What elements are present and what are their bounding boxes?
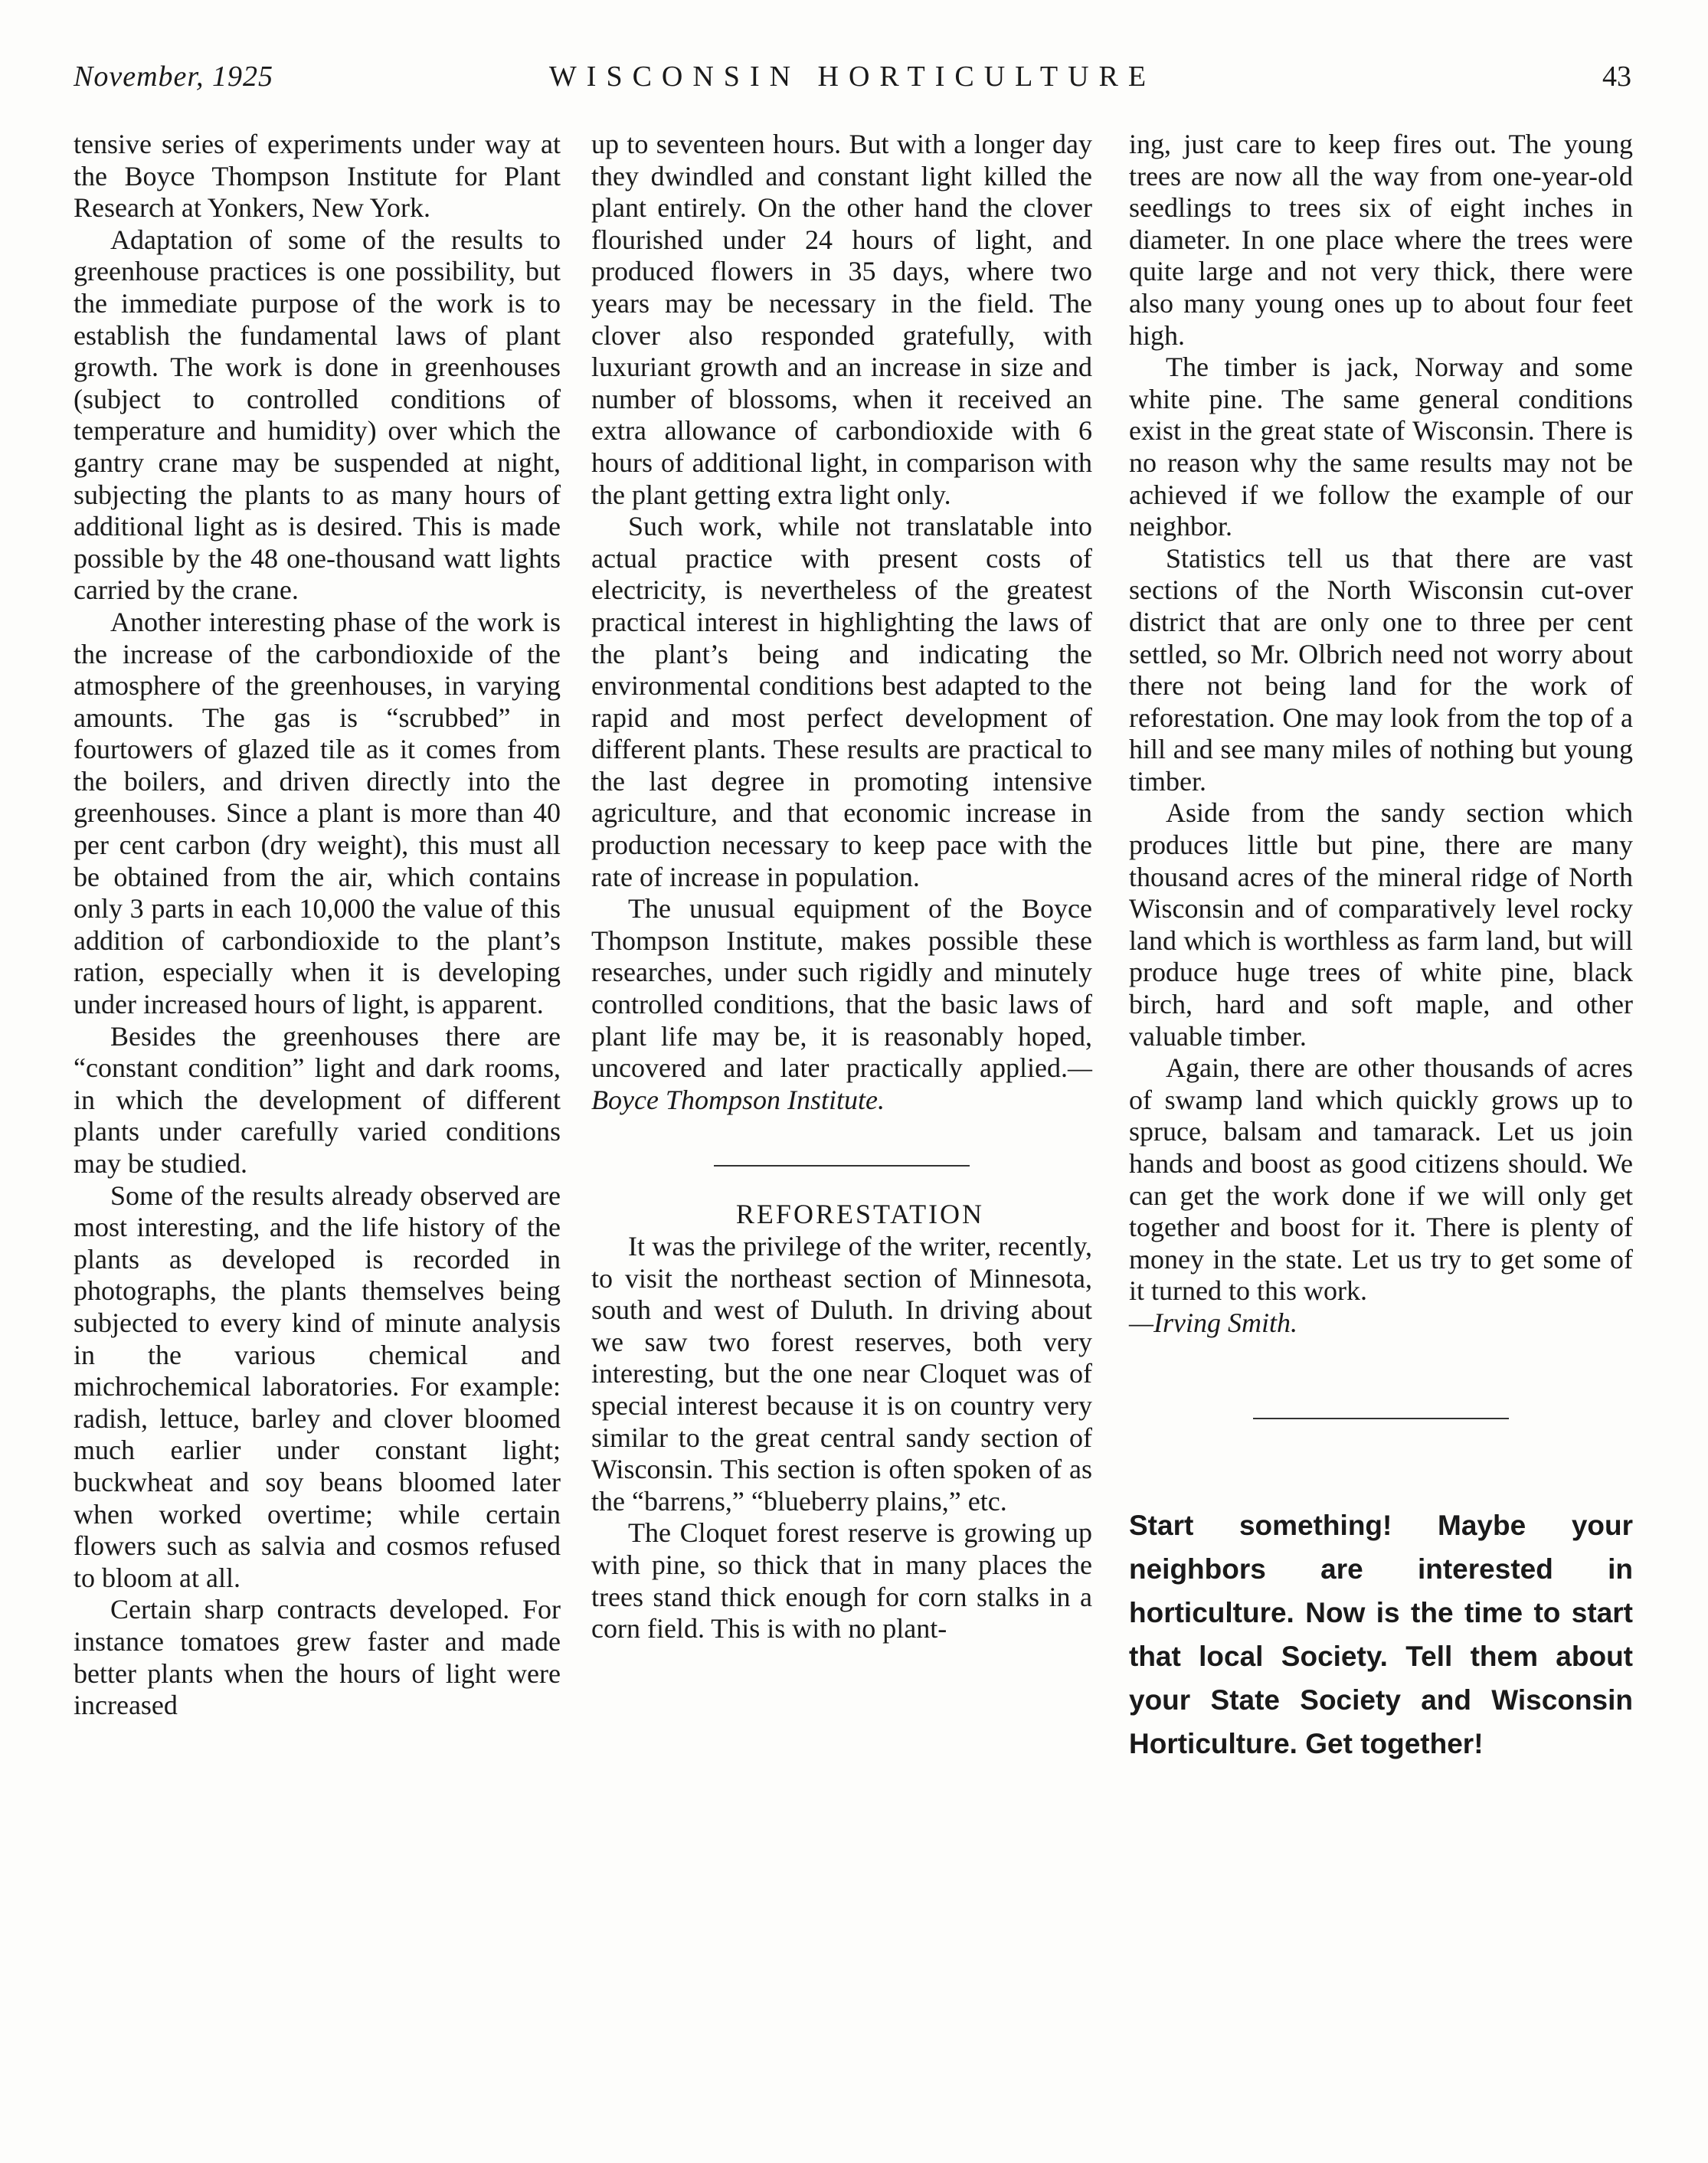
author-signature: —Irving Smith. (1129, 1307, 1297, 1338)
paragraph: Another interesting phase of the work is the increase of the carbondioxide of the atmosphere of the greenhouses, in varying amounts. The gas is “scrubbed” in fourtowers of glazed tile as it comes from the boilers, and driven directly into the greenhouses. Since a plant is more than 40 per cent carbon (dry weight), this must all be obtained from the air, which contains only 3 parts in each 10,000 the value of this addition of carbondioxide to the plant’s ration, especially when it is developing under increased hours of light, is apparent. (74, 606, 561, 1020)
paragraph-text: The unusual equipment of the Boyce Thompson Institute, makes possible these researches, under such rigidly and minutely controlled conditions, that the basic laws of plant life may be, it is reasonably hoped, uncovered and later practically applied. (591, 893, 1092, 1084)
section-divider (714, 1165, 970, 1167)
page-header (74, 60, 1631, 113)
paragraph: Adaptation of some of the results to greenhouse practices is one possibility, but the immediate purpose of the work is to establish the fundamental laws of plant growth. The work is done in greenhouses (subject to controlled conditions of temperature and humidity) over which the gantry crane may be suspended at night, subjecting the plants to as many hours of additional light as is desired. This is made possible by the 48 one-thousand watt lights carried by the crane. (74, 224, 561, 606)
paragraph: tensive series of experiments under way at the Boyce Thompson Institute for Plant Research at Yonkers, New York. (74, 129, 561, 224)
section-divider (1253, 1418, 1509, 1419)
publication-title: WISCONSIN HORTICULTURE (548, 61, 1157, 93)
paragraph: Statistics tell us that there are vast sections of the North Wisconsin cut-over district that are only one to three per cent settled, so Mr. Olbrich need not worry about there not being land for the work of reforestation. One may look from the top of a hill and see many miles of nothing but young timber. (1129, 542, 1633, 797)
section-heading: REFORESTATION (735, 1199, 985, 1230)
paragraph: Such work, while not translatable into actual practice with present costs of electricity, is nevertheless of the greatest practical interest in highlighting the laws of the plant’s being and indicating the environmental conditions best adapted to the rapid and most perfect development of different plants. These results are practical to the last degree in promoting intensive agriculture, and that economic increase in production necessary to keep pace with the rate of increase in population. (591, 511, 1092, 892)
paragraph: The timber is jack, Norway and some white pine. The same general conditions exist in the great state of Wisconsin. There is no reason why the same results may not be achieved if we follow the example of our neighbor. (1129, 352, 1633, 542)
promo-notice: Start something! Maybe your neighbors are interested in horticulture. Now is the time to start that local Society. Tell them about your State Society and Wisconsin Horticulture. Get together! (1129, 1509, 1633, 1759)
issue-date: November, 1925 (74, 61, 273, 93)
paragraph: The Cloquet forest reserve is growing up with pine, so thick that in many places the trees stand thick enough for corn stalks in a corn field. This is with no plant- (591, 1517, 1092, 1644)
column-1 (74, 129, 561, 1722)
paragraph: It was the privilege of the writer, recently, to visit the northeast section of Minnesota, south and west of Duluth. In driving about we saw two forest reserves, both very interesting, but the one near Cloquet was of special interest because it is on country very similar to the great central sandy section of Wisconsin. This section is often spoken of as the “barrens,” “blueberry plains,” etc. (591, 1231, 1092, 1517)
column-2 (591, 129, 1092, 1645)
paragraph: ing, just care to keep fires out. The young trees are now all the way from one-year-old seedlings to trees six of eight inches in diameter. In one place where the trees were quite large and not very thick, there were also many young ones up to about four feet high. (1129, 129, 1633, 351)
paragraph: Again, there are other thousands of acres of swamp land which quickly grows up to spruce, balsam and tamarack. Let us join hands and boost as good citizens should. We can get the work done if we will only get together and boost for it. There is plenty of money in the state. Let us try to get some of it turned to this work. (1129, 1052, 1633, 1307)
column-3 (1129, 129, 1633, 1765)
paragraph: Some of the results already observed are most interesting, and the life history of the plants as developed is recorded in photographs, the plants themselves being subjected to every kind of minute analysis in the various chemical and michrochemical laboratories. For example: radish, lettuce, barley and clover bloomed much earlier under constant light; buckwheat and soy beans bloomed later when worked overtime; while certain flowers such as salvia and cosmos refused to bloom at all. (74, 1180, 561, 1593)
article-source: —Boyce Thompson Institute. (591, 1052, 1092, 1115)
paragraph: Besides the greenhouses there are “constant condition” light and dark rooms, in which the development of different plants under carefully varied conditions may be studied. (74, 1020, 561, 1179)
paragraph: up to seventeen hours. But with a longer day they dwindled and constant light killed the plant entirely. On the other hand the clover flourished under 24 hours of light, and produced flowers in 35 days, where two years may be necessary in the field. The clover also responded gratefully, with luxuriant growth and an increase in size and number of blossoms, when it received an extra allowance of carbondioxide with 6 hours of additional light, in comparison with the plant getting extra light only. (591, 129, 1092, 510)
paragraph: Certain sharp contracts developed. For instance tomatoes grew faster and made better plants when the hours of light were increased (74, 1594, 561, 1721)
page-number: 43 (1602, 61, 1631, 93)
paragraph: Aside from the sandy section which produces little but pine, there are many thousand acres of the mineral ridge of North Wisconsin and of comparatively level rocky land which is worthless as farm land, but will produce huge trees of white pine, black birch, hard and soft maple, and other valuable timber. (1129, 797, 1633, 1052)
paragraph (591, 893, 1092, 1116)
